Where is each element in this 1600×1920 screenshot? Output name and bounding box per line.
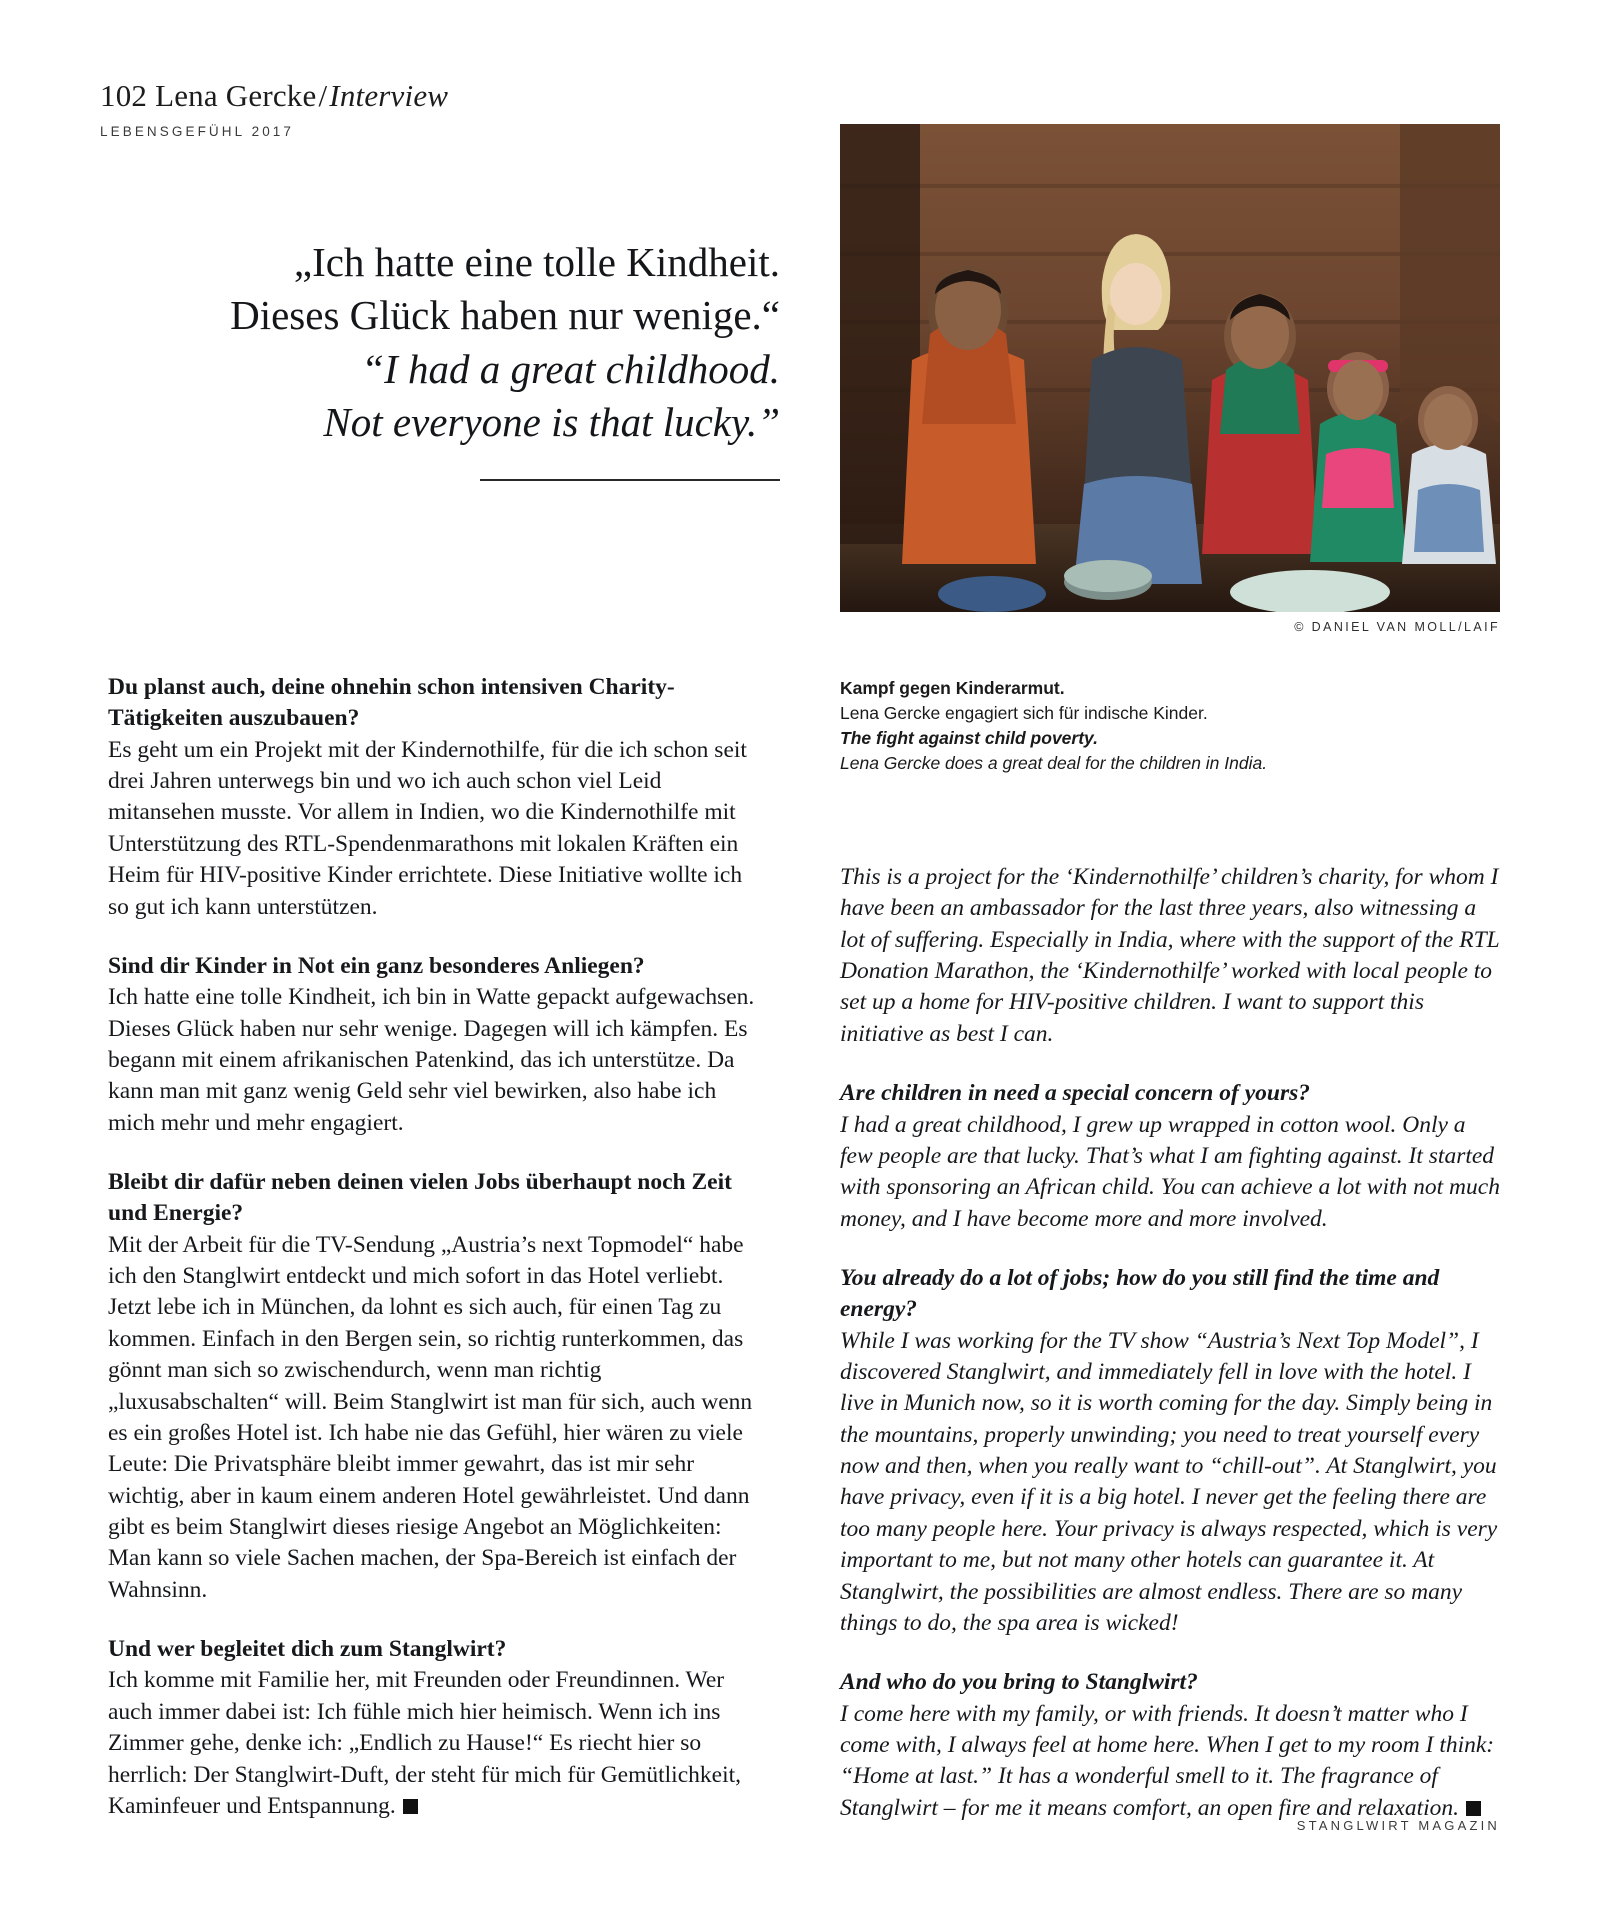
interview-answer: This is a project for the ‘Kindernothilfe’ children’s charity, for whom I have been an ambassador for the last three years, also witnessing a lot of suffering. Especially in India, where with the support of the RTL Donation Marathon, the ‘Kindernothilfe’ worked with local people to set up a home for HIV-positive children. I want to support this initiative as best I can. xyxy=(840,864,1500,1047)
photo-caption xyxy=(840,676,1500,775)
interview-answer: While I was working for the TV show “Austria’s Next Top Model”, I discovered Stanglwirt, and immediately fell in love with the hotel. I live in Munich now, so it is worth coming for the day. Simply being in the mountains, properly unwinding; you need to treat yourself every now and then, when you really want to “chill-out”. At Stanglwirt, you have privacy, even if it is a big hotel. I never get the feeling there are too many people here. Your privacy is always respected, which is very important to me, but not many other hotels can guarantee it. At Stanglwirt, the possibilities are almost endless. There are so many things to do, the spa area is wicked! xyxy=(840,1327,1498,1636)
page-folio: 102 xyxy=(100,78,148,113)
caption-text-de: Lena Gercke engagiert sich für indische Kinder. xyxy=(840,702,1208,723)
qa-block xyxy=(108,672,768,923)
running-head-title: Lena Gercke xyxy=(155,78,317,113)
interview-answer: Mit der Arbeit für die TV-Sendung „Austria’s next Topmodel“ habe ich den Stanglwirt entdeckt und mich sofort in das Hotel verliebt. Jetzt lebe ich in München, da lohnt es sich auch, für einen Tag zu kommen. Einfach in den Bergen sein, so richtig runterkommen, das gönnt man sich so zwischendurch, wenn man richtig „luxusabschalten“ will. Beim Stanglwirt ist man für sich, auch wenn es ein großes Hotel ist. Ich habe nie das Gefühl, hier wären zu viele Leute: Die Privatsphäre bleibt immer gewahrt, das ist mir sehr wichtig, aber in kaum einem anderen Hotel gewährleistet. Und dann gibt es beim Stanglwirt dieses riesige Angebot an Möglichkeiten: Man kann so viele Sachen machen, der Spa-Bereich ist einfach der Wahnsinn. xyxy=(108,1231,753,1603)
running-head-section: Interview xyxy=(329,78,449,113)
photo-credit: © DANIEL VAN MOLL/LAIF xyxy=(1294,620,1500,634)
caption-title-en: The fight against child poverty. xyxy=(840,727,1098,748)
interview-answer: Ich komme mit Familie her, mit Freunden oder Freundinnen. Wer auch immer dabei ist: Ich fühle mich hier heimisch. Wenn ich ins Zimmer gehe, denke ich: „Endlich zu Hause!“ Es riecht hier so herrlich: Der Stanglwirt-Duft, der steht für mich für Gemütlichkeit, Kaminfeuer und Entspannung. xyxy=(108,1667,742,1819)
qa-block xyxy=(840,1667,1500,1824)
running-head xyxy=(100,78,800,139)
interview-question: Are children in need a special concern of yours? xyxy=(840,1080,1310,1107)
running-head-line xyxy=(100,78,800,114)
interview-question: You already do a lot of jobs; how do you still find the time and energy? xyxy=(840,1264,1440,1323)
running-head-separator: / xyxy=(318,78,328,113)
interview-answer: I had a great childhood, I grew up wrapped in cotton wool. Only a few people are that lucky. That’s what I am fighting against. It started with sponsoring an African child. You can achieve a lot with not much money, and I have become more and more involved. xyxy=(840,1111,1500,1232)
end-of-article-mark xyxy=(403,1799,418,1814)
qa-block xyxy=(840,1078,1500,1235)
page-footer: STANGLWIRT MAGAZIN xyxy=(1296,1818,1500,1833)
qa-block xyxy=(108,1167,768,1606)
photo-lena-gercke-with-indian-children xyxy=(840,124,1500,612)
qa-block xyxy=(108,1634,768,1822)
interview-question: Und wer begleitet dich zum Stanglwirt? xyxy=(108,1636,507,1663)
photo-block xyxy=(840,124,1500,634)
qa-block xyxy=(840,862,1500,1050)
interview-question: Bleibt dir dafür neben deinen vielen Jobs überhaupt noch Zeit und Energie? xyxy=(108,1169,732,1227)
interview-answer: Es geht um ein Projekt mit der Kindernothilfe, für die ich schon seit drei Jahren unterwegs bin und wo ich auch schon viel Leid mitansehen musste. Vor allem in Indien, wo die Kindernothilfe mit Unterstützung des RTL-Spendenmarathons mit lokalen Kräften ein Heim für HIV-positive Kinder errichtete. Diese Initiative wollte ich so gut ich kann unterstützen. xyxy=(108,736,747,920)
pull-quote-rule xyxy=(480,479,780,481)
article-column-english xyxy=(840,862,1500,1824)
caption-text-en: Lena Gercke does a great deal for the children in India. xyxy=(840,752,1268,773)
interview-question: And who do you bring to Stanglwirt? xyxy=(840,1669,1198,1696)
pull-quote-line-de-1: „Ich hatte eine tolle Kindheit. xyxy=(293,239,780,285)
interview-answer: Ich hatte eine tolle Kindheit, ich bin in Watte gepackt aufgewachsen. Dieses Glück haben nur sehr wenige. Dagegen will ich kämpfen. Es begann mit einem afrikanischen Patenkind, das ich unterstütze. Da kann man mit ganz wenig Geld sehr viel bewirken, also habe ich mich mehr und mehr engagiert. xyxy=(108,984,755,1136)
qa-block xyxy=(840,1263,1500,1639)
article-column-german xyxy=(108,672,768,1822)
pull-quote xyxy=(120,236,780,481)
interview-question: Du planst auch, deine ohnehin schon intensiven Charity-Tätigkeiten auszubauen? xyxy=(108,674,675,732)
interview-question: Sind dir Kinder in Not ein ganz besonderes Anliegen? xyxy=(108,952,645,979)
qa-block xyxy=(108,951,768,1139)
interview-answer: I come here with my family, or with friends. It doesn’t matter who I come with, I always feel at home here. When I get to my room I think: “Home at last.” It has a wonderful smell to it. The fragrance of Stanglwirt – for me it means comfort, an open fire and relaxation. xyxy=(840,1700,1495,1821)
pull-quote-line-de-2: Dieses Glück haben nur wenige.“ xyxy=(230,292,780,339)
pull-quote-line-en-1: “I had a great childhood. xyxy=(361,345,780,392)
caption-title-de: Kampf gegen Kinderarmut. xyxy=(840,678,1065,698)
end-of-article-mark xyxy=(1466,1801,1481,1816)
running-head-subline: LEBENSGEFÜHL 2017 xyxy=(100,124,295,139)
pull-quote-line-en-2: Not everyone is that lucky.” xyxy=(323,398,780,445)
